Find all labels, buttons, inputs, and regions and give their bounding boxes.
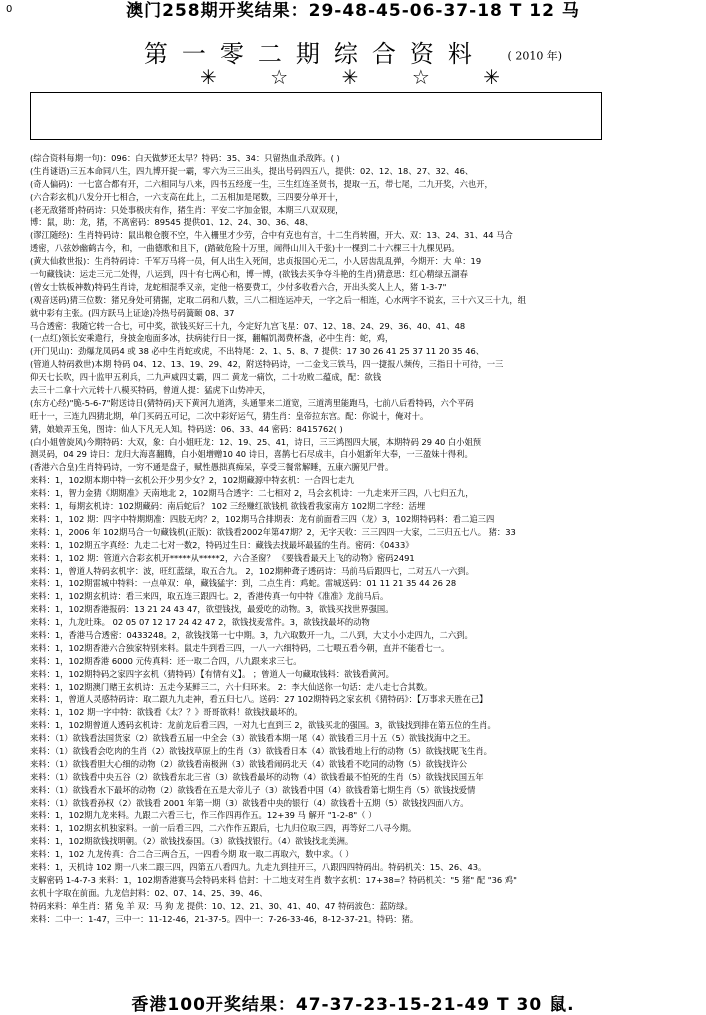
text-line: 测灵码，04 29 诗日：龙归大海喜翻腾，白小姐增赠10 40 诗日，喜鹊七石尽成丰，白小姐新年大奉，一三盈妹十得利。 xyxy=(30,449,473,460)
text-line: 来料：1，曾道人特码玄机字：波，旺红蓝绿，取五合九。 2，102期种聋子透码诗：马前马后跟四七，二对五八一六到。 xyxy=(30,565,474,576)
asterisk-star-icon: ✳ xyxy=(200,65,217,89)
text-line: 来料：1，102 期：管道六合彩玄机开*****从*****2，六合圣窗？ 《要钱看最天上飞的动物》密码2491 xyxy=(30,552,415,563)
year-note: ( 2010 年) xyxy=(507,49,563,63)
text-line: 来料：（1）欲钱看水下最坏的动物（2）欲钱看在五是大帝儿子（3）欲钱看中国（4）欲钱看第七期生肖（5）欲钱找爱情 xyxy=(30,784,476,795)
outline-star-icon: ☆ xyxy=(411,65,430,89)
text-line: 来料：1，曾道人灵感特码诗：取二跟九九走神，看五归七八。送码：27 102期特码之家玄机《猜特码》：【万事求天胜在己】 xyxy=(30,694,488,705)
text-line: 仰天七长吹，四十监甲五利兵，二九声威四丈霸，四二 黄龙一痛饮，二十功败二蕴成，配：欲钱 xyxy=(30,372,382,383)
text-line: 来料：1，102 期：四字中特期期准：四肢无肉？2，102期马合排期表：龙有前面看三四（龙）3，102期特码料：看二追三四 xyxy=(30,513,495,524)
text-line: 来料：1，102 期一字中特：欲钱看《太？？》哥哥欲料！欲钱找最坏的。 xyxy=(30,707,303,718)
text-line: 马合透密：我随它转一合七，可中奖，欲钱买好三十九，今定好九宫飞星：07、12、18、24、29、36、40、41、48 xyxy=(30,320,466,331)
title-text: 第一零二期综合资料 xyxy=(143,40,486,68)
text-line: (生肖谜语)三五本命同八生，四九博开捉一霸，零六为三三出头，提出号码四五八，提供：02、12、18、27、32、46、 xyxy=(30,165,474,176)
text-line: 来料：（1）欲钱看孙权（2）欲钱看 2001 年第一期（3）欲钱看中央的银行（4）欲钱看十五期（5）欲钱找四面八方。 xyxy=(30,797,469,808)
text-line: 就中彩有主张。(四方跃马上证途)冷热号码簧颐 08、37 xyxy=(30,307,235,318)
text-line: (曾女士铁板神数)特码生肖诗，龙蛇相混季又亲，定他一格要费工，少付多收看六合，开出头奖人上人，猪 1-3-7" xyxy=(30,281,447,292)
text-line: 来料：1，智力金猜《期期准》天南地北 2，102期马合透字：二七相对 2，马会玄机诗：一九走来开三四，八七归五九， xyxy=(30,488,474,499)
text-line: 玄机十字取在前面。九龙信封料：02、07、14、25、39、46、 xyxy=(30,887,268,898)
text-line: 来料：1，102期本期中特一玄机公开少男少女？2，102期藏源中特玄机：一合四七走九 xyxy=(30,475,355,486)
text-line: (开门见山)：劲爆龙凤码4 或 38 必中生肖蛇或虎，不出特尾：2、1、5、8、7 提供：17 30 26 41 25 37 11 20 35 46、 xyxy=(30,346,485,357)
text-line: 来料：1，天机诗 102 期一八来二跟三四，四第五八看四九。九走九到挂开三，八跟四四特码出。特码机关：15、26、43。 xyxy=(30,861,487,872)
text-line: 来料：1，102期香港 6000 元传真料：还一取二合四，八九跟来求三七。 xyxy=(30,655,302,666)
text-line: (香港六合皇)生肖特码诗，一穷不通是盘子，赋性愚拙真痴呆，享受三餐常解睡，五康六腑见尸骨。 xyxy=(30,462,394,473)
text-line: 来料：1，102期欲钱找明朝。（2）欲钱找泰国。（3）欲钱找银行。（4）欲钱找北美洲。 xyxy=(30,836,354,847)
text-line: 来料：1，102期玄机诗：看三来四，取五连三跟四七。2，香港传真一句中特《准准》龙前马后。 xyxy=(30,591,389,602)
text-line: 来料：1，102期香港报码：13 21 24 43 47，欲望钱找，最爱吃的动物。3，欲钱买找世界强国。 xyxy=(30,604,394,615)
text-line: 支解密码 1-4-7-3 来料：1，102期香港赛马会特码来料 信封：十二地支对生肖 数字玄机：17+38=？特码机关："5 猪" 配 "36 鸡" xyxy=(30,874,517,885)
text-line: 来料：1，每期玄机诗：102期藏码：南后蛇后？ 102 三经赚红欲钱机 欲钱看我家南方 102期二字经：活埋 xyxy=(30,501,426,512)
text-line: 来料：二中一：1-47，三中一：11-12-46，21-37-5。四中一：7-26-33-46，8-12-37-21。特码：猪。 xyxy=(30,913,419,924)
page-number: 0 xyxy=(6,4,13,15)
text-line: (奇人偏码)：一七富合都有开，二六相同与八来，四书五经度一生，三生红连圣贤书，提取一五，带七尾，二九开奖，六也开， xyxy=(30,178,493,189)
text-line: 特码来料：单生肖：猪 兔 羊 双：马 狗 龙 提供：10、12、21、30、41、40、47 特码波色：蓝防绿。 xyxy=(30,900,413,911)
text-line: 猜，娘娘弄玉兔，图诗：仙人下凡无人知。特码送：06、33、44 密码：8415762( ) xyxy=(30,423,343,434)
document-body xyxy=(30,152,680,925)
star-decoration-row xyxy=(200,64,500,90)
text-line: 来料：（1）欲钱看会吃肉的生肖（2）欲钱找草原上的生肖（3）欲钱看日本（4）欲钱看地上行的动物（5）欲钱找昵飞生肖。 xyxy=(30,745,492,756)
text-line: (白小姐曾旋风)今期特码：大双，象：白小姐旺龙：12、19、25、41，诗曰，三三鸿图四大展，本期特码 29 40 白小姐预 xyxy=(30,436,482,447)
text-line: (谬江随经)：生肖特码诗：鼠出粮仓腹不空，牛入栅里才少劳，合中有克也有言，十二生肖转圈，开大、双：13、24、31、44 马合 xyxy=(30,230,513,241)
text-line: (黄大仙救世报)：生肖特码诗：千军万马将一员，何人出生入死间，忠贞报国心无二，小人居齿乱乱弹，今期开：大 单：19 xyxy=(30,256,482,267)
text-line: (综合资料每期一句)：096：白天做梦还太早？特码：35、34：只留热血杀敌阵。( ) xyxy=(30,153,340,163)
text-line: 旺十一，三连九四猜北期，单门买码五可记，二次中彩好运气，猜生肖：皇帝拉东宫。配：你说十，俺对十。 xyxy=(30,410,429,421)
text-line: 博：鼠，助：龙，猪，不离密码：89545 提供01、12、24、30、36、48、 xyxy=(30,217,314,228)
text-line: 来料：1，102期玄机独家料。一前一后看三四，二六作作五跟后，七九归位取三四，再等好二八寻今期。 xyxy=(30,823,417,834)
asterisk-star-icon: ✳ xyxy=(483,65,500,89)
text-line: (管道人特码救世)本期 特码 04、12、13、19、29、42，附送特码诗，一二金戈三铁马，四一捷报八频传，三指日十可待，一三 xyxy=(30,359,504,370)
text-line: 来料：1，102期特码之家四字玄机（猜特码）【有情有义】。 ；曾道人一句藏取钱料：欲钱看黄河。 xyxy=(30,668,394,679)
text-line: 来料：1，102期九龙来料。九跟二六看三七，作三作四再作五。12+39 马 解开 "1-2-8"（ ） xyxy=(30,810,377,821)
text-line: 来料：（1）欲钱看法国货家（2）欲钱看五届一中全会（3）欲钱看本期一尾（4）欲钱看三月十五（5）欲钱找海中之王。 xyxy=(30,733,476,744)
text-line: 来料：1，香港马合透密：0433248。2，欲钱找第一七中期。3，九六取数开一九，二八到，大丈小小走四九，二六到。 xyxy=(30,629,473,640)
outline-star-icon: ☆ xyxy=(270,65,289,89)
text-line: 来料：（1）欲钱看胆大心细的动物（2）欲钱看南极洲（3）欲钱看闹码北天（4）欲钱看不吃同的动物（5）欲钱找许公 xyxy=(30,758,468,769)
text-line: 来料：（1）欲钱看中央五谷（2）欲钱看东北三省（3）欲钱看最坏的动物（4）欲钱看最不怕死的生肖（5）欲钱找民国五年 xyxy=(30,771,484,782)
hongkong-result-footer: 香港100开奖结果：47-37-23-15-21-49 T 30 鼠. xyxy=(131,995,575,1015)
text-line: (老无敌猪哥)特码诗：只处事极庆有作，猪生肖：平安二字加金银，本期三八双双现， xyxy=(30,204,344,215)
text-line: 来料：1，102期五字真经：九走二七对一数2，特码过生日：藏钱去找最坏最猛的生肖。密码：《0433》 xyxy=(30,539,414,550)
text-line: 去三十二拿十六元转十八模买特码，曾道人提：猛虎下山势冲天， xyxy=(30,385,271,396)
text-line: 一句藏钱诀：运走三元二处得，八运到，四十有七两心和，博一博，(欲钱去买争夺斗艳的生肖)猜意思：红心精绿五湖春 xyxy=(30,269,468,280)
asterisk-star-icon: ✳ xyxy=(341,65,359,89)
text-line: 来料：1，102期曾道人透码玄机诗：龙前龙后看三四，一对九七直到三 2，欲钱买北的强国。3，欲钱找到排在第五位的生肖。 xyxy=(30,720,496,731)
text-line: (六合彩玄机)八发分开七相合，一六支高在此上，二五相加是尾数，三四要分单开十， xyxy=(30,191,344,202)
text-line: 来料：1，102期雷城中特料：一点单双：单，藏钱猛宇：到，二点生肖：鸡蛇。雷城送码：01 11 21 35 44 26 28 xyxy=(30,578,457,589)
text-line: 来料：1，2006 年 102期马合一句藏钱机(正版)：欲钱看2002年第47期？2，无字天收：三三四四一大家，二三归五七八。 猪：33 xyxy=(30,526,516,537)
text-line: (观音送码)猜三位数：猪兄身处可猜掘，定取二码和八数，三八二相连运冲天，一字之后一相连，心水两字不说玄，三十六又三十九，组 xyxy=(30,294,526,305)
text-line: 来料：1，102 九龙传真：合二合三两合五，一四看今期 取一取二再取六，数中求。（ ） xyxy=(30,849,354,860)
text-line: 来料：1，102期香港六合独家特别来料。鼠走牛到看三四，一八一六细特码，二七喂五看今朝，直并不能看七一。 xyxy=(30,642,450,653)
text-line: 来料：1，九龙吐珠。 02 05 07 12 17 24 42 47 2，欲钱找麦常件。3，欲钱找最坏的动物 xyxy=(30,617,370,628)
text-line: 来料：1，102期澳门赌王玄机诗：五走今某鲜三二，六十归环来。 2：李大仙送你一句话：走八走七合其数。 xyxy=(30,681,433,692)
blank-box xyxy=(30,92,602,140)
macau-result-header: 澳门258期开奖结果：29-48-45-06-37-18 T 12 马 xyxy=(126,1,580,21)
text-line: (东方心经)"脆-5-6-7"附送诗日(猜特码)天下黄河九道湾，头通罪来二道宽，三道湾里能跑马，七前八后看特码，六个平码 xyxy=(30,397,474,408)
text-line: 透密，八弦妙幽鹤古今，和，一曲德歌和且下，(踏破危险十万里，闹得山川入千张)十一棵到二十六棵三十九棵见码。 xyxy=(30,243,460,254)
text-line: (一点红)领长安乘遨行，身披金庖面多冰，扶病徒行日一探，翻幅饥渴费杯盏，必中生肖：蛇，鸡， xyxy=(30,333,394,344)
